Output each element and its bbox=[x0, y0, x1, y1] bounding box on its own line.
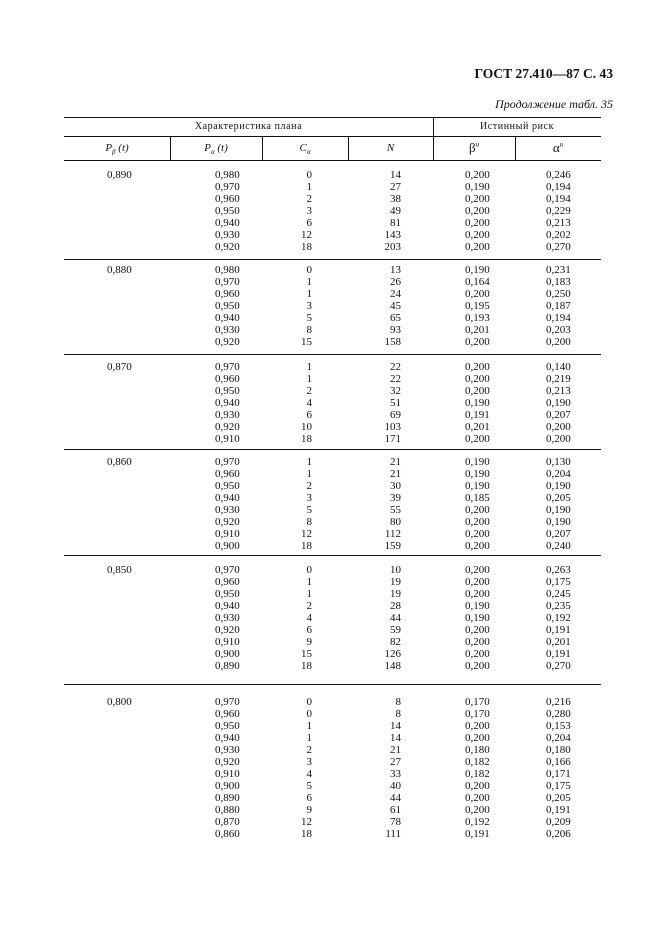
cell-pa: 0,950 bbox=[215, 588, 240, 600]
group-divider-rule bbox=[64, 555, 601, 556]
cell-c: 2 bbox=[306, 193, 312, 205]
cell-beta: 0,170 bbox=[465, 708, 490, 720]
cell-n: 80 bbox=[390, 516, 401, 528]
cell-n: 21 bbox=[390, 744, 401, 756]
cell-pa: 0,950 bbox=[215, 385, 240, 397]
cell-c: 5 bbox=[306, 504, 312, 516]
cell-alpha: 0,207 bbox=[546, 409, 571, 421]
cell-n: 65 bbox=[390, 312, 401, 324]
cell-beta: 0,190 bbox=[465, 600, 490, 612]
cell-alpha: 0,190 bbox=[546, 516, 571, 528]
cell-c: 0 bbox=[306, 169, 312, 181]
cell-beta: 0,200 bbox=[465, 648, 490, 660]
cell-beta: 0,200 bbox=[465, 660, 490, 672]
cell-beta: 0,190 bbox=[465, 264, 490, 276]
cell-n: 49 bbox=[390, 205, 401, 217]
cell-beta: 0,190 bbox=[465, 468, 490, 480]
group-header-risk: Истинный риск bbox=[479, 121, 555, 132]
cell-n: 51 bbox=[390, 397, 401, 409]
cell-c: 6 bbox=[306, 624, 312, 636]
cell-c: 18 bbox=[301, 540, 312, 552]
cell-alpha: 0,200 bbox=[546, 433, 571, 445]
cell-alpha: 0,201 bbox=[546, 636, 571, 648]
cell-pa: 0,900 bbox=[215, 780, 240, 792]
cell-beta: 0,191 bbox=[465, 828, 490, 840]
cell-beta: 0,182 bbox=[465, 756, 490, 768]
cell-n: 126 bbox=[384, 648, 401, 660]
cell-c: 1 bbox=[306, 373, 312, 385]
cell-c: 18 bbox=[301, 241, 312, 253]
cell-alpha: 0,200 bbox=[546, 421, 571, 433]
cell-beta: 0,201 bbox=[465, 421, 490, 433]
cell-pa: 0,950 bbox=[215, 720, 240, 732]
cell-alpha: 0,206 bbox=[546, 828, 571, 840]
cell-n: 93 bbox=[390, 324, 401, 336]
cell-n: 171 bbox=[384, 433, 401, 445]
cell-pa: 0,900 bbox=[215, 540, 240, 552]
cell-alpha: 0,191 bbox=[546, 624, 571, 636]
cell-pb: 0,880 bbox=[107, 264, 132, 276]
cell-beta: 0,193 bbox=[465, 312, 490, 324]
cell-pa: 0,940 bbox=[215, 312, 240, 324]
cell-c: 12 bbox=[301, 528, 312, 540]
cell-c: 12 bbox=[301, 816, 312, 828]
cell-pb: 0,870 bbox=[107, 361, 132, 373]
cell-beta: 0,180 bbox=[465, 744, 490, 756]
cell-pa: 0,940 bbox=[215, 217, 240, 229]
cell-beta: 0,200 bbox=[465, 804, 490, 816]
header-mid-rule bbox=[64, 136, 601, 137]
cell-beta: 0,200 bbox=[465, 516, 490, 528]
cell-beta: 0,200 bbox=[465, 361, 490, 373]
cell-pb: 0,860 bbox=[107, 456, 132, 468]
cell-pa: 0,960 bbox=[215, 576, 240, 588]
cell-beta: 0,200 bbox=[465, 588, 490, 600]
group-divider-rule bbox=[64, 449, 601, 450]
group-divider-rule bbox=[64, 354, 601, 355]
column-header-pb: $P_\beta$ (t) bbox=[105, 142, 129, 157]
cell-c: 8 bbox=[306, 516, 312, 528]
cell-c: 18 bbox=[301, 660, 312, 672]
cell-c: 4 bbox=[306, 612, 312, 624]
cell-alpha: 0,200 bbox=[546, 336, 571, 348]
cell-pa: 0,980 bbox=[215, 264, 240, 276]
column-header-beta: $\beta^и$ bbox=[468, 140, 480, 155]
cell-alpha: 0,205 bbox=[546, 492, 571, 504]
cell-beta: 0,190 bbox=[465, 456, 490, 468]
cell-pa: 0,910 bbox=[215, 433, 240, 445]
cell-alpha: 0,203 bbox=[546, 324, 571, 336]
cell-beta: 0,200 bbox=[465, 540, 490, 552]
cell-beta: 0,190 bbox=[465, 480, 490, 492]
cell-c: 6 bbox=[306, 409, 312, 421]
column-header-n: N bbox=[386, 142, 395, 154]
cell-n: 45 bbox=[390, 300, 401, 312]
cell-n: 21 bbox=[390, 456, 401, 468]
cell-n: 55 bbox=[390, 504, 401, 516]
cell-alpha: 0,209 bbox=[546, 816, 571, 828]
cell-beta: 0,185 bbox=[465, 492, 490, 504]
cell-pa: 0,980 bbox=[215, 169, 240, 181]
cell-alpha: 0,130 bbox=[546, 456, 571, 468]
cell-n: 19 bbox=[390, 576, 401, 588]
cell-pa: 0,970 bbox=[215, 361, 240, 373]
cell-n: 21 bbox=[390, 468, 401, 480]
cell-beta: 0,200 bbox=[465, 504, 490, 516]
cell-n: 81 bbox=[390, 217, 401, 229]
cell-pa: 0,940 bbox=[215, 732, 240, 744]
cell-c: 6 bbox=[306, 217, 312, 229]
cell-alpha: 0,240 bbox=[546, 540, 571, 552]
cell-beta: 0,200 bbox=[465, 288, 490, 300]
cell-alpha: 0,183 bbox=[546, 276, 571, 288]
cell-c: 8 bbox=[306, 324, 312, 336]
cell-alpha: 0,263 bbox=[546, 564, 571, 576]
cell-n: 28 bbox=[390, 600, 401, 612]
cell-pa: 0,880 bbox=[215, 804, 240, 816]
cell-c: 1 bbox=[306, 720, 312, 732]
cell-n: 14 bbox=[390, 732, 401, 744]
cell-beta: 0,190 bbox=[465, 181, 490, 193]
cell-beta: 0,190 bbox=[465, 612, 490, 624]
cell-n: 14 bbox=[390, 720, 401, 732]
cell-n: 112 bbox=[384, 528, 401, 540]
cell-n: 44 bbox=[390, 792, 401, 804]
cell-alpha: 0,213 bbox=[546, 385, 571, 397]
cell-n: 13 bbox=[390, 264, 401, 276]
group-divider-rule bbox=[64, 684, 601, 685]
cell-n: 103 bbox=[384, 421, 401, 433]
cell-alpha: 0,190 bbox=[546, 480, 571, 492]
cell-c: 1 bbox=[306, 576, 312, 588]
cell-pa: 0,960 bbox=[215, 468, 240, 480]
cell-c: 1 bbox=[306, 588, 312, 600]
cell-alpha: 0,250 bbox=[546, 288, 571, 300]
cell-n: 159 bbox=[384, 540, 401, 552]
cell-n: 158 bbox=[384, 336, 401, 348]
cell-alpha: 0,204 bbox=[546, 468, 571, 480]
cell-alpha: 0,191 bbox=[546, 648, 571, 660]
cell-n: 27 bbox=[390, 756, 401, 768]
cell-alpha: 0,190 bbox=[546, 504, 571, 516]
cell-pa: 0,950 bbox=[215, 480, 240, 492]
cell-alpha: 0,231 bbox=[546, 264, 571, 276]
cell-c: 10 bbox=[301, 421, 312, 433]
cell-beta: 0,200 bbox=[465, 217, 490, 229]
cell-beta: 0,200 bbox=[465, 624, 490, 636]
cell-pa: 0,950 bbox=[215, 300, 240, 312]
cell-pa: 0,970 bbox=[215, 456, 240, 468]
cell-n: 19 bbox=[390, 588, 401, 600]
cell-c: 15 bbox=[301, 336, 312, 348]
cell-beta: 0,200 bbox=[465, 576, 490, 588]
cell-beta: 0,182 bbox=[465, 768, 490, 780]
cell-alpha: 0,270 bbox=[546, 660, 571, 672]
cell-alpha: 0,194 bbox=[546, 193, 571, 205]
cell-beta: 0,200 bbox=[465, 792, 490, 804]
cell-c: 15 bbox=[301, 648, 312, 660]
cell-alpha: 0,153 bbox=[546, 720, 571, 732]
cell-c: 9 bbox=[306, 636, 312, 648]
cell-pa: 0,960 bbox=[215, 373, 240, 385]
cell-pa: 0,910 bbox=[215, 768, 240, 780]
cell-pa: 0,960 bbox=[215, 288, 240, 300]
cell-beta: 0,164 bbox=[465, 276, 490, 288]
cell-c: 1 bbox=[306, 276, 312, 288]
cell-c: 3 bbox=[306, 300, 312, 312]
cell-beta: 0,192 bbox=[465, 816, 490, 828]
cell-pa: 0,950 bbox=[215, 205, 240, 217]
cell-pa: 0,970 bbox=[215, 696, 240, 708]
cell-alpha: 0,204 bbox=[546, 732, 571, 744]
cell-n: 26 bbox=[390, 276, 401, 288]
cell-pa: 0,930 bbox=[215, 504, 240, 516]
cell-alpha: 0,270 bbox=[546, 241, 571, 253]
cell-beta: 0,200 bbox=[465, 732, 490, 744]
cell-pa: 0,930 bbox=[215, 612, 240, 624]
cell-alpha: 0,229 bbox=[546, 205, 571, 217]
cell-n: 10 bbox=[390, 564, 401, 576]
cell-alpha: 0,213 bbox=[546, 217, 571, 229]
cell-c: 1 bbox=[306, 181, 312, 193]
cell-beta: 0,200 bbox=[465, 241, 490, 253]
column-header-alpha: $\alpha^и$ bbox=[552, 140, 564, 155]
table-continuation-caption: Продолжение табл. 35 bbox=[495, 97, 613, 111]
cell-c: 1 bbox=[306, 732, 312, 744]
cell-beta: 0,200 bbox=[465, 385, 490, 397]
cell-beta: 0,200 bbox=[465, 229, 490, 241]
cell-c: 2 bbox=[306, 385, 312, 397]
cell-pa: 0,940 bbox=[215, 492, 240, 504]
cell-pa: 0,910 bbox=[215, 528, 240, 540]
cell-n: 82 bbox=[390, 636, 401, 648]
cell-c: 3 bbox=[306, 492, 312, 504]
cell-alpha: 0,192 bbox=[546, 612, 571, 624]
cell-c: 6 bbox=[306, 792, 312, 804]
cell-alpha: 0,166 bbox=[546, 756, 571, 768]
cell-beta: 0,200 bbox=[465, 564, 490, 576]
cell-n: 22 bbox=[390, 373, 401, 385]
cell-pa: 0,930 bbox=[215, 744, 240, 756]
cell-alpha: 0,219 bbox=[546, 373, 571, 385]
cell-beta: 0,200 bbox=[465, 433, 490, 445]
cell-alpha: 0,175 bbox=[546, 576, 571, 588]
cell-c: 18 bbox=[301, 828, 312, 840]
cell-beta: 0,200 bbox=[465, 336, 490, 348]
cell-c: 9 bbox=[306, 804, 312, 816]
cell-pa: 0,920 bbox=[215, 756, 240, 768]
cell-beta: 0,200 bbox=[465, 528, 490, 540]
cell-beta: 0,190 bbox=[465, 397, 490, 409]
cell-n: 78 bbox=[390, 816, 401, 828]
cell-beta: 0,200 bbox=[465, 780, 490, 792]
cell-n: 30 bbox=[390, 480, 401, 492]
cell-pa: 0,920 bbox=[215, 241, 240, 253]
cell-n: 8 bbox=[395, 696, 401, 708]
cell-beta: 0,200 bbox=[465, 636, 490, 648]
cell-c: 3 bbox=[306, 205, 312, 217]
cell-n: 61 bbox=[390, 804, 401, 816]
cell-alpha: 0,205 bbox=[546, 792, 571, 804]
cell-c: 0 bbox=[306, 708, 312, 720]
cell-c: 12 bbox=[301, 229, 312, 241]
cell-pa: 0,870 bbox=[215, 816, 240, 828]
cell-n: 111 bbox=[385, 828, 401, 840]
cell-alpha: 0,235 bbox=[546, 600, 571, 612]
cell-pa: 0,920 bbox=[215, 336, 240, 348]
cell-alpha: 0,202 bbox=[546, 229, 571, 241]
cell-c: 1 bbox=[306, 361, 312, 373]
cell-pa: 0,930 bbox=[215, 324, 240, 336]
cell-c: 18 bbox=[301, 433, 312, 445]
cell-n: 27 bbox=[390, 181, 401, 193]
header-bottom-rule bbox=[64, 160, 601, 161]
column-header-pa: $P_\alpha$ (t) bbox=[204, 142, 228, 157]
cell-alpha: 0,171 bbox=[546, 768, 571, 780]
cell-beta: 0,200 bbox=[465, 193, 490, 205]
cell-pa: 0,970 bbox=[215, 564, 240, 576]
cell-alpha: 0,216 bbox=[546, 696, 571, 708]
cell-pa: 0,920 bbox=[215, 516, 240, 528]
cell-pa: 0,920 bbox=[215, 421, 240, 433]
cell-pb: 0,850 bbox=[107, 564, 132, 576]
cell-c: 2 bbox=[306, 744, 312, 756]
cell-pa: 0,890 bbox=[215, 660, 240, 672]
cell-alpha: 0,245 bbox=[546, 588, 571, 600]
cell-pa: 0,960 bbox=[215, 708, 240, 720]
cell-n: 44 bbox=[390, 612, 401, 624]
cell-beta: 0,201 bbox=[465, 324, 490, 336]
cell-pa: 0,940 bbox=[215, 600, 240, 612]
cell-pb: 0,890 bbox=[107, 169, 132, 181]
cell-n: 24 bbox=[390, 288, 401, 300]
cell-c: 4 bbox=[306, 768, 312, 780]
cell-pa: 0,970 bbox=[215, 276, 240, 288]
cell-pa: 0,960 bbox=[215, 193, 240, 205]
cell-c: 2 bbox=[306, 600, 312, 612]
cell-beta: 0,191 bbox=[465, 409, 490, 421]
cell-n: 32 bbox=[390, 385, 401, 397]
cell-c: 0 bbox=[306, 696, 312, 708]
cell-c: 4 bbox=[306, 397, 312, 409]
cell-pa: 0,920 bbox=[215, 624, 240, 636]
cell-beta: 0,200 bbox=[465, 169, 490, 181]
cell-alpha: 0,175 bbox=[546, 780, 571, 792]
cell-pb: 0,800 bbox=[107, 696, 132, 708]
cell-pa: 0,900 bbox=[215, 648, 240, 660]
cell-beta: 0,200 bbox=[465, 205, 490, 217]
cell-n: 203 bbox=[384, 241, 401, 253]
cell-beta: 0,200 bbox=[465, 373, 490, 385]
cell-alpha: 0,280 bbox=[546, 708, 571, 720]
cell-c: 1 bbox=[306, 468, 312, 480]
cell-alpha: 0,187 bbox=[546, 300, 571, 312]
cell-c: 0 bbox=[306, 564, 312, 576]
cell-beta: 0,170 bbox=[465, 696, 490, 708]
cell-n: 39 bbox=[390, 492, 401, 504]
cell-pa: 0,930 bbox=[215, 229, 240, 241]
cell-n: 143 bbox=[384, 229, 401, 241]
cell-c: 0 bbox=[306, 264, 312, 276]
cell-c: 1 bbox=[306, 456, 312, 468]
cell-c: 5 bbox=[306, 780, 312, 792]
cell-n: 8 bbox=[395, 708, 401, 720]
cell-pa: 0,910 bbox=[215, 636, 240, 648]
cell-pa: 0,970 bbox=[215, 181, 240, 193]
cell-alpha: 0,180 bbox=[546, 744, 571, 756]
cell-beta: 0,200 bbox=[465, 720, 490, 732]
cell-n: 40 bbox=[390, 780, 401, 792]
cell-beta: 0,195 bbox=[465, 300, 490, 312]
cell-alpha: 0,140 bbox=[546, 361, 571, 373]
cell-n: 148 bbox=[384, 660, 401, 672]
group-header-plan: Характеристика плана bbox=[194, 121, 303, 132]
cell-n: 38 bbox=[390, 193, 401, 205]
page-header-title: ГОСТ 27.410—87 С. 43 bbox=[474, 66, 613, 81]
cell-n: 22 bbox=[390, 361, 401, 373]
cell-alpha: 0,194 bbox=[546, 312, 571, 324]
cell-c: 5 bbox=[306, 312, 312, 324]
cell-c: 1 bbox=[306, 288, 312, 300]
cell-alpha: 0,207 bbox=[546, 528, 571, 540]
column-header-c: $C_\alpha$ bbox=[299, 142, 311, 157]
cell-n: 14 bbox=[390, 169, 401, 181]
cell-n: 59 bbox=[390, 624, 401, 636]
cell-alpha: 0,246 bbox=[546, 169, 571, 181]
cell-pa: 0,930 bbox=[215, 409, 240, 421]
cell-alpha: 0,194 bbox=[546, 181, 571, 193]
cell-c: 2 bbox=[306, 480, 312, 492]
cell-pa: 0,860 bbox=[215, 828, 240, 840]
table-top-rule bbox=[64, 117, 601, 118]
cell-pa: 0,940 bbox=[215, 397, 240, 409]
cell-n: 69 bbox=[390, 409, 401, 421]
cell-c: 3 bbox=[306, 756, 312, 768]
cell-alpha: 0,190 bbox=[546, 397, 571, 409]
cell-pa: 0,890 bbox=[215, 792, 240, 804]
cell-alpha: 0,191 bbox=[546, 804, 571, 816]
cell-n: 33 bbox=[390, 768, 401, 780]
group-divider-rule bbox=[64, 259, 601, 260]
